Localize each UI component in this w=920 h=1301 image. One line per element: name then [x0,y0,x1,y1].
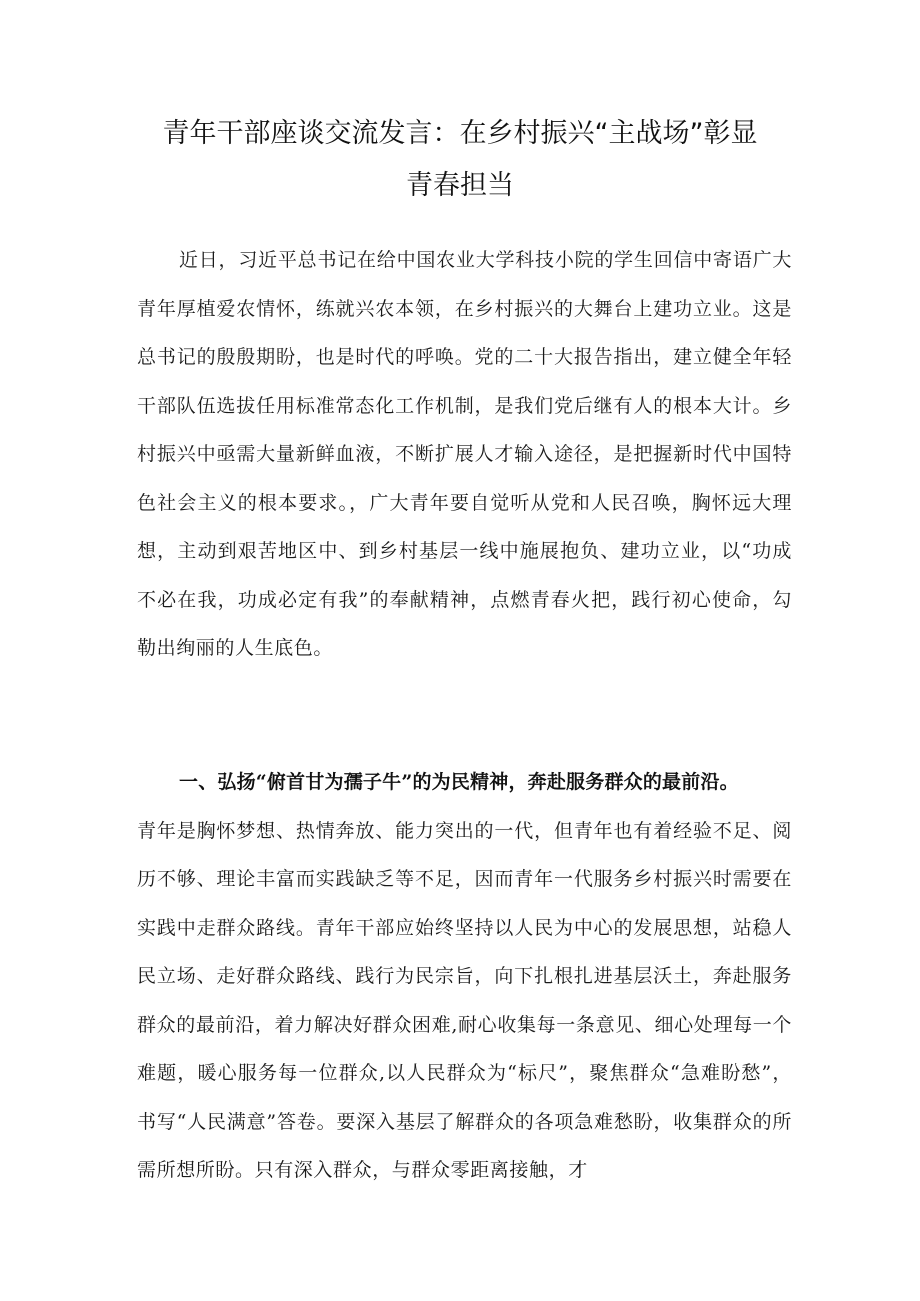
section-1-heading: 一、弘扬“俯首甘为孺子牛”的为民精神，奔赴服务群众的最前沿。 [179,771,739,793]
title-line-2: 青春担当 [406,170,514,201]
title-line-1: 青年干部座谈交流发言：在乡村振兴“主战场”彰显 [162,118,758,149]
intro-paragraph: 近日，习近平总书记在给中国农业大学科技小院的学生回信中寄语广大青年厚植爱农情怀，练就兴农本领，在乡村振兴的大舞台上建功立业。这是总书记的殷殷期盼，也是时代的呼唤。党的二十大报告指出，建立健全年轻干部队伍选拔任用标准常态化工作机制，是我们党后继有人的根本大计。乡村振兴中亟需大量新鲜血液，不断扩展人才输入途径，是把握新时代中国特色社会主义的根本要求。，广大青年要自觉听从党和人民召唤，胸怀远大理想，主动到艰苦地区中、到乡村基层一线中施展抱负、建功立业，以“功成不必在我，功成必定有我”的奉献精神，点燃青春火把，践行初心使命，勾勒出绚丽的人生底色。 [137,249,792,659]
document-title [110,108,810,212]
section-1-body: 青年是胸怀梦想、热情奔放、能力突出的一代，但青年也有着经验不足、阅历不够、理论丰富而实践缺乏等不足，因而青年一代服务乡村振兴时需要在实践中走群众路线。青年干部应始终坚持以人民为中心的发展思想，站稳人民立场、走好群众路线、践行为民宗旨，向下扎根扎进基层沃土，奔赴服务群众的最前沿，着力解决好群众困难,耐心收集每一条意见、细心处理每一个难题，暖心服务每一位群众,以人民群众为“标尺”，聚焦群众“急难盼愁”，书写“人民满意”答卷。要深入基层了解群众的各项急难愁盼，收集群众的所需所想所盼。只有深入群众，与群众零距离接触，才 [137,819,792,1181]
section-1 [137,758,792,1195]
